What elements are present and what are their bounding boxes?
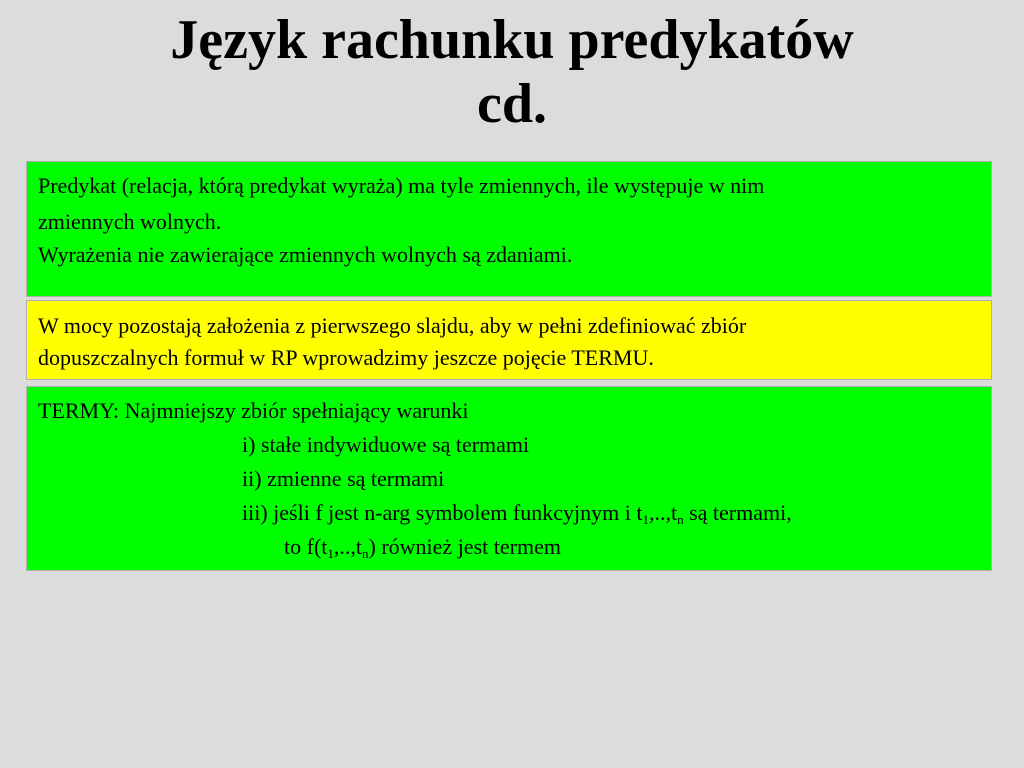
box2-line1: W mocy pozostają założenia z pierwszego slajdu, aby w pełni zdefiniować zbiór — [38, 313, 747, 338]
terms-heading: TERMY: Najmniejszy zbiór spełniający warunki — [38, 398, 469, 423]
slide-title-line2: cd. — [477, 73, 547, 135]
predicate-definition-box — [26, 161, 992, 297]
item3-suffix: są termami, — [683, 500, 792, 525]
terms-item-functions — [38, 496, 981, 530]
box1-line2: zmiennych wolnych. — [38, 209, 222, 234]
box2-line2: dopuszczalnych formuł w RP wprowadzimy jeszcze pojęcie TERMU. — [38, 345, 654, 370]
item3b-mid: ,..,t — [333, 534, 363, 559]
item3b-prefix: to f(t — [284, 534, 328, 559]
terms-definition-box — [26, 386, 992, 571]
item3b-sub-n: n — [362, 546, 369, 561]
terms-item-functions-conclusion — [38, 530, 981, 564]
terms-item-variables: ii) zmienne są termami — [242, 466, 445, 491]
item3b-sub-1: 1 — [327, 546, 334, 561]
item3-sub-n: n — [677, 512, 684, 527]
item3b-suffix: ) również jest termem — [368, 534, 561, 559]
box1-line1: Predykat (relacja, którą predykat wyraża) ma tyle zmiennych, ile występuje w nim — [38, 173, 765, 198]
slide-title-line1: Język rachunku predykatów — [170, 9, 854, 71]
item3-sub-1: 1 — [642, 512, 649, 527]
item3-mid: ,..,t — [648, 500, 678, 525]
slide-title — [0, 8, 1024, 136]
item3-prefix: iii) jeśli f jest n-arg symbolem funkcyjnym i t — [242, 500, 643, 525]
assumptions-box — [26, 300, 992, 380]
box1-line3: Wyrażenia nie zawierające zmiennych wolnych są zdaniami. — [38, 242, 573, 267]
terms-item-constants: i) stałe indywiduowe są termami — [242, 432, 530, 457]
